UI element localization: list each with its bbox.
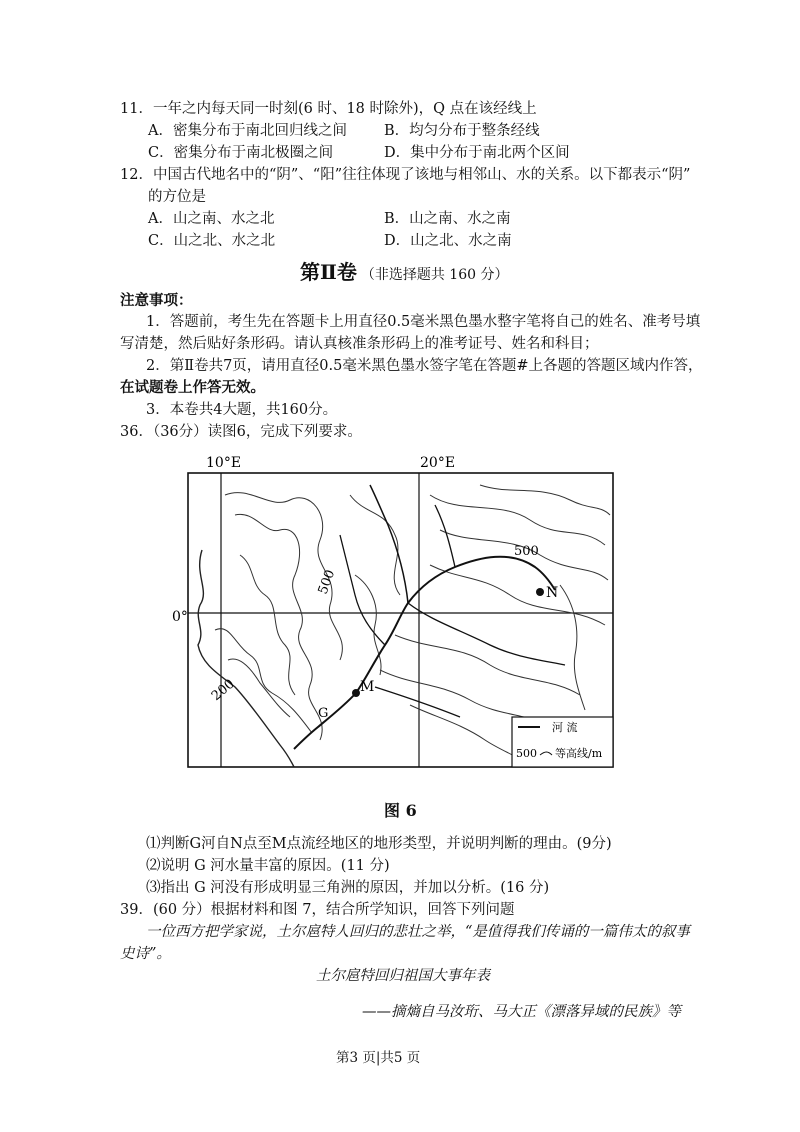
q39-table-title: 土尔扈特回归祖国大事年表	[316, 968, 490, 984]
figure-caption: 图 6	[384, 801, 417, 820]
label-point-n: N	[546, 585, 559, 601]
q11-option-b: B．均匀分布于整条经线	[384, 123, 540, 139]
legend-contour-value: 500	[516, 747, 537, 760]
q36-sub3: ⑶指出 G 河没有形成明显三角洲的原因，并加以分析。(16 分)	[146, 880, 550, 896]
q39-para: 一位西方把学家说，土尔扈特人回归的悲壮之举，“是值得我们传诵的一篇伟太的叙事	[146, 924, 690, 940]
label-10e: 10°E	[206, 455, 242, 471]
q39-source: ——摘熵自马汝珩、马大正《漂落异域的民族》等	[362, 1004, 681, 1020]
section-title	[300, 256, 508, 285]
figure-6-map	[172, 455, 620, 775]
coastline	[198, 550, 294, 767]
q11-option-a: A．密集分布于南北回归线之间	[148, 123, 347, 139]
label-contour-200: 200	[208, 676, 238, 705]
label-contour-500-west: 500	[315, 567, 339, 597]
q12-stem-cont: 的方位是	[148, 189, 206, 205]
q12-option-b: B．山之南、水之南	[384, 211, 511, 227]
point-n-marker	[536, 588, 544, 596]
q11-stem: 11．一年之内每天同一时刻(6 时、18 时除外)，Q 点在该经线上	[120, 101, 537, 117]
q36-stem: 36．（36分）读图6，完成下列要求。	[120, 424, 362, 440]
section-title-sub: （非选择题共 160 分）	[360, 267, 509, 283]
label-point-m: M	[360, 679, 375, 695]
q12-option-a: A．山之南、水之北	[148, 211, 275, 227]
q36-sub1: ⑴判断G河自N点至M点流经地区的地形类型，并说明判断的理由。(9分)	[146, 836, 612, 852]
note-2: 2．第Ⅱ卷共7页，请用直径0.5毫米黑色墨水签字笔在答题#上各题的答题区域内作答，	[146, 358, 703, 374]
legend-contour-text: 等高线/m	[555, 747, 603, 760]
q12-stem: 12．中国古代地名中的“阴”、“阳”往往体现了该地与相邻山、水的关系。以下都表示“阴”	[120, 167, 691, 183]
label-equator: 0°	[172, 609, 188, 625]
page-footer: 第3 页|共5 页	[336, 1050, 421, 1066]
note-1: 1．答题前，考生先在答题卡上用直径0.5毫米黑色墨水整字笔将自己的姓名、准考号填	[146, 314, 701, 330]
label-20e: 20°E	[420, 455, 456, 471]
q12-option-c: C．山之北、水之北	[148, 233, 276, 249]
q36-sub2: ⑵说明 G 河水量丰富的原因。(11 分)	[146, 858, 390, 874]
legend-river-text: 河 流	[552, 721, 578, 734]
q39-para-cont: 史诗”。	[120, 946, 171, 962]
point-m-marker	[352, 689, 360, 697]
q12-option-d: D．山之北、水之南	[384, 233, 512, 249]
label-river-g: G	[318, 706, 329, 721]
note-1-cont: 写清楚，然后贴好条形码。请认真核准条形码上的准考证号、姓名和科目；	[120, 336, 599, 352]
q39-stem: 39．(60 分）根据材料和图 7，结合所学知识，回答下列问题	[120, 902, 515, 918]
note-2-cont: 在试题卷上作答无效。	[120, 379, 265, 396]
q11-option-d: D．集中分布于南北两个区间	[384, 145, 570, 161]
label-contour-500-east: 500	[514, 544, 539, 559]
river-network	[294, 485, 565, 749]
section-title-main: 第Ⅱ卷	[300, 260, 357, 284]
q11-option-c: C．密集分布于南北极圈之间	[148, 145, 334, 161]
note-3: 3．本卷共4大题，共160分。	[146, 402, 338, 418]
notes-heading: 注意事项：	[120, 292, 193, 309]
